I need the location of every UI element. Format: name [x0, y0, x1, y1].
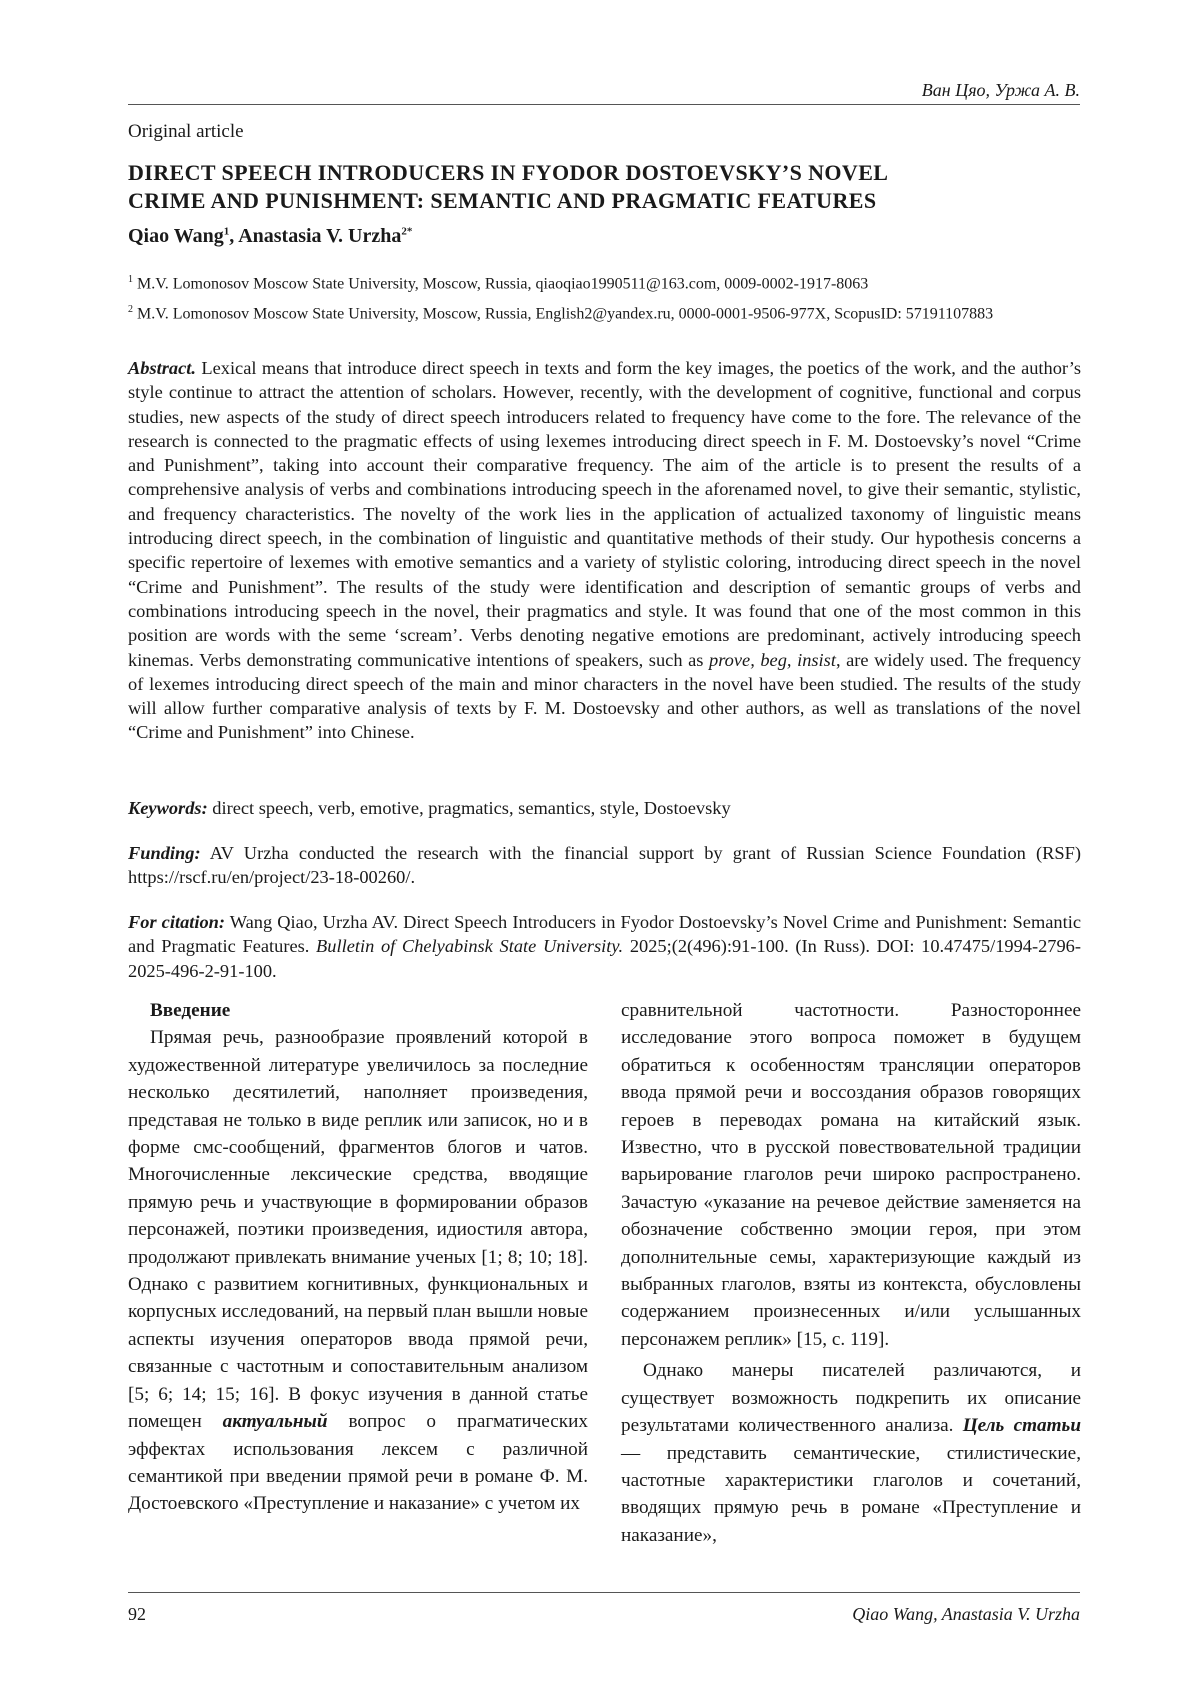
left-paragraph-1 [128, 1024, 588, 1517]
keywords [128, 796, 1081, 820]
author-1: Qiao Wang [128, 225, 224, 247]
affiliation-1-mark: 1 [128, 274, 133, 285]
article-title [128, 159, 1078, 215]
abstract-italic-terms: prove, beg, insist [709, 649, 836, 670]
left-paragraph-1-text: Прямая речь, разнообразие проявлений которой в художественной литературе увеличилось за последние несколько десятилетий, наполняет произведения, представая не только в виде реплик или записок, но и в форме смс-сообщений, фрагментов блогов и чатов. Многочисленные лексические средства, вводящие прямую речь и участвующие в формировании образов персонажей, поэтики произведения, идиостиля автора, продолжают привлекать внимание ученых [1; 8; 10; 18]. Однако с развитием когнитивных, функциональных и корпусных исследований, на первый план вышли новые аспекты изучения операторов ввода прямой речи, связанные с частотным и сопоставительным анализом [5; 6; 14; 15; 16]. В фокус изучения в данной статье помещен [128, 1027, 588, 1433]
left-paragraph-1-end: вопрос о прагматических эффектах использования лексем с различной семантикой при введении прямой речи в романе Ф. М. Достоевского «Преступление и наказание» с учетом их [128, 1411, 588, 1515]
citation-text-part-2: 2025;(2(496):91-100. (In Russ). DOI: 10.47475/1994-2796-2025-496-2-91-100. [128, 936, 1082, 981]
author-separator: , [229, 225, 239, 247]
affiliation-2-mark: 2 [128, 304, 133, 315]
author-2-affiliation-mark: 2* [401, 225, 413, 238]
affiliation-1-text: M.V. Lomonosov Moscow State University, Moscow, Russia, qiaoqiao1990511@163.com, 0009-0002-1917-8063 [137, 275, 869, 293]
abstract-label: Abstract. [128, 358, 196, 378]
title-line-1: DIRECT SPEECH INTRODUCERS IN FYODOR DOSTOEVSKY’S NOVEL [128, 160, 889, 185]
abstract-text-part-1: Lexical means that introduce direct speech in texts and form the key images, the poetics of the work, and the author’s style continue to attract the attention of scholars. However, recently, with the development of cognitive, functional and corpus studies, new aspects of the study of direct speech introducers related to frequency have come to the fore. The relevance of the research is connected to the pragmatic effects of using lexemes introducing direct speech in F. M. Dostoevsky’s novel “Crime and Punishment”, taking into account their comparative frequency. The aim of the article is to present the results of a comprehensive analysis of verbs and combinations introducing speech in the aforenamed novel, to give their semantic, stylistic, and frequency characteristics. The novelty of the work lies in the application of actualized taxonomy of linguistic means introducing direct speech, in the combination of linguistic and quantitative methods of their study. Our hypothesis concerns a specific repertoire of lexemes with emotive semantics and a variety of stylistic coloring, introducing direct speech in the novel “Crime and Punishment”. The results of the study were identification and description of semantic groups of verbs and combinations introducing speech in the novel, their pragmatics and style. It was found that one of the most common in this position are words with the seme ‘scream’. Verbs denoting negative emotions are predominant, actively introducing speech kinemas. Verbs demonstrating communicative intentions of speakers, such as [128, 358, 1081, 670]
author-list [128, 225, 412, 248]
body-column-left [128, 997, 588, 1518]
right-paragraph-2 [621, 1357, 1081, 1549]
funding-label: Funding: [128, 843, 201, 863]
citation-label: For citation: [128, 912, 226, 932]
funding [128, 841, 1081, 889]
affiliation-2-text: M.V. Lomonosov Moscow State University, Moscow, Russia, English2@yandex.ru, 0000-0001-9506-977X, ScopusID: 57191107883 [137, 305, 994, 323]
affiliation-2 [128, 297, 1088, 326]
right-paragraph-2-text: Однако манеры писателей различаются, и существует возможность подкрепить их описание результатами количественного анализа. [621, 1360, 1081, 1437]
title-line-2: CRIME AND PUNISHMENT: SEMANTIC AND PRAGMATIC FEATURES [128, 188, 877, 213]
article-type: Original article [128, 121, 244, 142]
affiliation-1 [128, 267, 1088, 296]
right-paragraph-2-end: — представить семантические, стилистические, частотные характеристики глаголов и сочетаний, вводящих прямую речь в романе «Преступление и наказание», [621, 1442, 1081, 1546]
author-1-affiliation-mark: 1 [223, 225, 230, 238]
header-rule [128, 104, 1080, 105]
keywords-text: direct speech, verb, emotive, pragmatics, semantics, style, Dostoevsky [207, 798, 731, 818]
abstract [128, 356, 1081, 745]
footer-rule [128, 1592, 1080, 1593]
citation [128, 910, 1081, 983]
abstract-text-part-2: , are widely used. The frequency of lexemes introducing direct speech of the main and minor characters in the novel have been studied. The results of the study will allow further comparative analysis of texts by F. M. Dostoevsky and other authors, as well as translations of the novel “Crime and Punishment” into Chinese. [128, 649, 1081, 743]
citation-journal: Bulletin of Chelyabinsk State University. [316, 936, 624, 957]
author-2: Anastasia V. Urzha [238, 225, 402, 247]
keywords-label: Keywords: [128, 798, 208, 818]
running-header: Ван Цяо, Уржа А. В. [921, 80, 1080, 100]
citation-text-part-1: Wang Qiao, Urzha AV. Direct Speech Introducers in Fyodor Dostoevsky’s Novel Crime and Punishment: Semantic and Pragmatic Features. [128, 912, 1081, 957]
left-paragraph-1-emphasis: актуальный [222, 1411, 328, 1433]
right-paragraph-2-emphasis: Цель статьи [962, 1415, 1081, 1437]
section-heading-introduction: Введение [150, 1000, 231, 1021]
footer-authors: Qiao Wang, Anastasia V. Urzha [852, 1604, 1080, 1624]
funding-text: AV Urzha conducted the research with the financial support by grant of Russian Science Foundation (RSF) https://rscf.ru/en/project/23-18-00260/. [128, 843, 1081, 887]
body-column-right [621, 997, 1081, 1549]
page-number: 92 [128, 1604, 146, 1624]
right-paragraph-1: сравнительной частотности. Разностороннее исследование этого вопроса поможет в будущем обратиться к особенностям трансляции операторов ввода прямой речи и воссоздания образов говорящих героев в переводах романа на китайский язык. Известно, что в русской повествовательной традиции варьирование глаголов речи широко распространено. Зачастую «указание на речевое действие заменяется на обозначение собственно эмоции героя, при этом дополнительные семы, характеризующие каждый из выбранных глаголов, взяты из контекста, обусловлены содержанием произнесенных и/или услышанных персонажем реплик» [15, с. 119]. [621, 1000, 1081, 1350]
